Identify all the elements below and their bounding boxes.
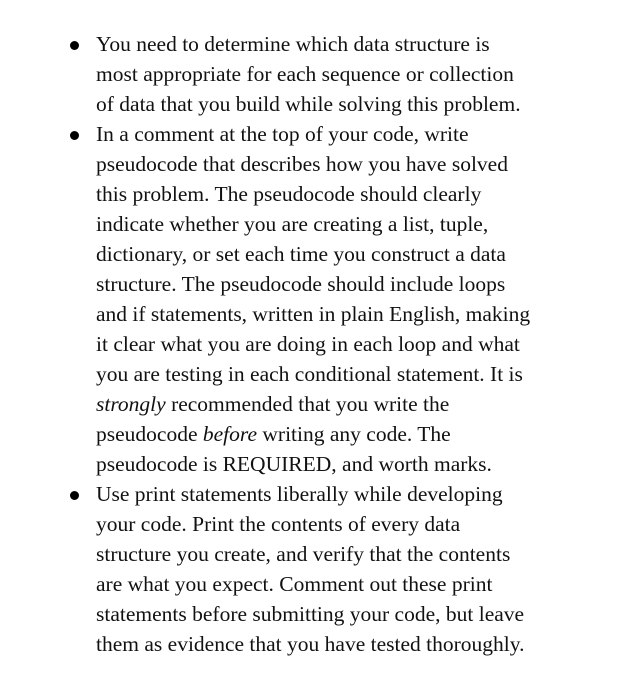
text-line: indicate whether you are creating a list, tuple, (96, 212, 489, 236)
document-body (0, 29, 627, 659)
text-line: You need to determine which data structure is (96, 32, 490, 56)
bullet-list (0, 29, 627, 659)
text-line: you are testing in each conditional statement. It is (96, 362, 523, 386)
bullet-dot-icon (70, 491, 79, 500)
text-line: Use print statements liberally while developing (96, 482, 503, 506)
text-line: this problem. The pseudocode should clearly (96, 182, 482, 206)
text-line: pseudocode before writing any code. The (96, 422, 451, 446)
text-line: structure you create, and verify that the contents (96, 542, 511, 566)
bullet-item-pseudocode (0, 119, 627, 479)
bullet-dot-icon (70, 131, 79, 140)
text-line: most appropriate for each sequence or collection (96, 62, 514, 86)
text-line: your code. Print the contents of every data (96, 512, 461, 536)
text-line: In a comment at the top of your code, write (96, 122, 469, 146)
bullet-dot-icon (70, 41, 79, 50)
emphasis-strongly: strongly (96, 392, 166, 416)
text-line: pseudocode that describes how you have solved (96, 152, 508, 176)
text-line: and if statements, written in plain English, making (96, 302, 531, 326)
text-line: are what you expect. Comment out these print (96, 572, 493, 596)
text-line: structure. The pseudocode should include loops (96, 272, 506, 296)
bullet-item-print-statements (0, 479, 627, 659)
text-line: it clear what you are doing in each loop and what (96, 332, 520, 356)
bullet-item-data-structure (0, 29, 627, 119)
emphasis-before: before (202, 422, 258, 446)
text-line: strongly recommended that you write the (96, 392, 450, 416)
text-line: them as evidence that you have tested thoroughly. (96, 632, 525, 656)
text-line: of data that you build while solving this problem. (96, 92, 521, 116)
text-line: pseudocode is REQUIRED, and worth marks. (96, 452, 492, 476)
text-line: statements before submitting your code, but leave (96, 602, 525, 626)
text-line: dictionary, or set each time you construct a data (96, 242, 506, 266)
